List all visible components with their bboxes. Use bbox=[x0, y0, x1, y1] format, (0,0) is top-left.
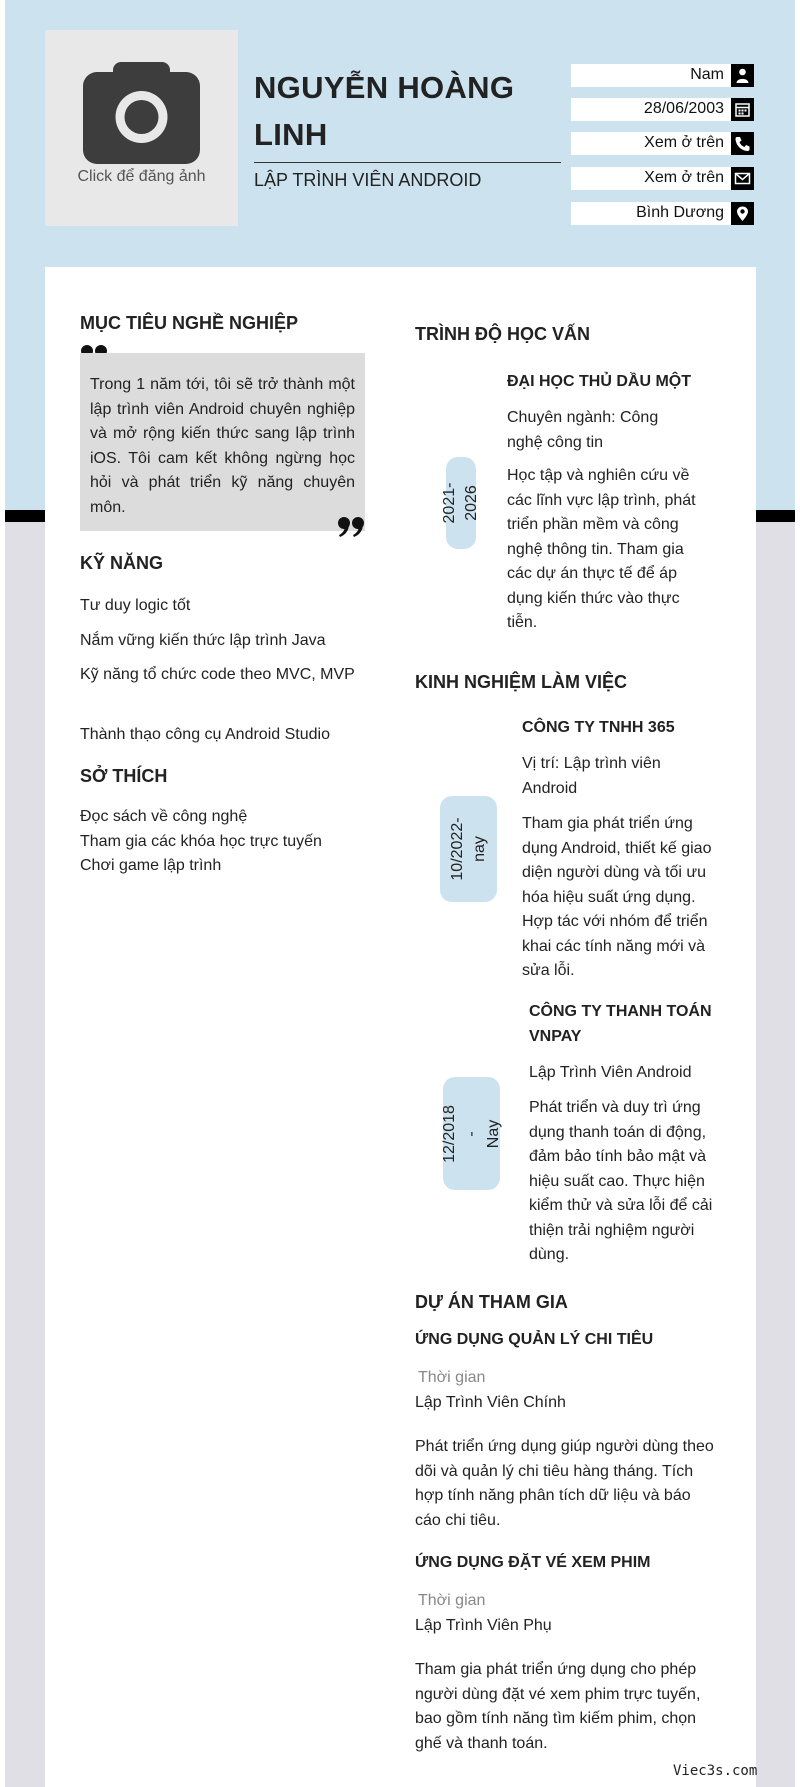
project-role: Lập Trình Viên Chính bbox=[415, 1394, 566, 1411]
hobby-item: Chơi game lập trình bbox=[80, 857, 222, 874]
hobbies-heading: SỞ THÍCH bbox=[80, 766, 168, 786]
hobby-item: Tham gia các khóa học trực tuyến bbox=[80, 833, 322, 850]
company-name: CÔNG TY THANH TOÁN VNPAY bbox=[529, 1003, 712, 1045]
job-period: 10/2022- nay bbox=[448, 817, 488, 881]
contact-birthdate bbox=[571, 98, 754, 121]
skill-item: Kỹ năng tổ chức code theo MVC, MVP bbox=[80, 666, 355, 683]
photo-caption: Click để đăng ảnh bbox=[77, 168, 206, 185]
contact-email bbox=[571, 167, 754, 190]
project-time: Thời gian bbox=[418, 1369, 486, 1386]
photo-upload[interactable] bbox=[45, 30, 238, 226]
skill-item: Thành thạo công cụ Android Studio bbox=[80, 726, 330, 743]
job-title: LẬP TRÌNH VIÊN ANDROID bbox=[254, 170, 482, 190]
education-major: Chuyên ngành: Công nghệ công tin bbox=[507, 409, 659, 451]
objective-heading: MỤC TIÊU NGHỀ NGHIỆP bbox=[80, 313, 299, 333]
close-quote-icon bbox=[337, 516, 367, 538]
experience-heading: KINH NGHIỆM LÀM VIỆC bbox=[415, 672, 628, 692]
project-description: Phát triển ứng dụng giúp người dùng theo dõi và quản lý chi tiêu hàng tháng. Tích hợp tính năng phân tích dữ liệu và báo cáo chi tiêu. bbox=[415, 1438, 714, 1529]
contact-address bbox=[571, 202, 754, 225]
objective-text: Trong 1 năm tới, tôi sẽ trở thành một lập trình viên Android chuyên nghiệp và mở rộng kiến thức sang lập trình iOS. Tôi cam kết không ngừng học hỏi và phát triển kỹ năng chuyên môn. bbox=[90, 376, 355, 516]
project-role: Lập Trình Viên Phụ bbox=[415, 1617, 552, 1634]
school-name: ĐẠI HỌC THỦ DẦU MỘT bbox=[507, 373, 691, 390]
calendar-icon bbox=[731, 98, 754, 121]
company-name: CÔNG TY TNHH 365 bbox=[522, 719, 675, 736]
project-time: Thời gian bbox=[418, 1592, 486, 1609]
education-period-pill bbox=[441, 457, 480, 549]
project-description: Tham gia phát triển ứng dụng cho phép người dùng đặt vé xem phim trực tuyến, bao gồm tính năng tìm kiếm phim, chọn ghế và thanh toán. bbox=[415, 1661, 701, 1752]
skill-item: Tư duy logic tốt bbox=[80, 597, 191, 614]
project-name: ỨNG DỤNG ĐẶT VÉ XEM PHIM bbox=[415, 1554, 651, 1571]
skills-heading: KỸ NĂNG bbox=[80, 553, 164, 573]
footer-watermark: Viec3s.com bbox=[673, 1763, 758, 1779]
skill-item: Nắm vững kiến thức lập trình Java bbox=[80, 632, 326, 649]
projects-heading: DỰ ÁN THAM GIA bbox=[415, 1292, 568, 1312]
contact-phone-value: Xem ở trên bbox=[644, 134, 724, 151]
job-position: Lập Trình Viên Android bbox=[529, 1064, 692, 1081]
contact-birthdate-value: 28/06/2003 bbox=[643, 100, 724, 117]
name-divider bbox=[254, 162, 561, 163]
job-period-pill bbox=[440, 796, 497, 902]
job-description: Tham gia phát triển ứng dụng Android, thiết kế giao diện người dùng và tối ưu hóa hiệu suất ứng dụng. Hợp tác với nhóm để triển khai các tính năng mới và sửa lỗi. bbox=[522, 815, 712, 979]
phone-icon bbox=[731, 132, 754, 155]
job-period-pill bbox=[440, 1077, 502, 1190]
camera-icon bbox=[83, 60, 200, 164]
job-position: Vị trí: Lập trình viên Android bbox=[522, 755, 661, 797]
education-description: Học tập và nghiên cứu về các lĩnh vực lập trình, phát triển phần mềm và công nghệ thông tin. Tham gia các dự án thực tế để áp dụng kiến thức vào thực tiễn. bbox=[507, 467, 696, 631]
objective-box bbox=[80, 353, 365, 531]
education-heading: TRÌNH ĐỘ HỌC VẤN bbox=[415, 324, 590, 344]
project-name: ỨNG DỤNG QUẢN LÝ CHI TIÊU bbox=[415, 1331, 654, 1348]
contact-phone bbox=[571, 132, 754, 155]
hobby-item: Đọc sách về công nghệ bbox=[80, 808, 248, 825]
mail-icon bbox=[731, 167, 754, 190]
job-period: 12/2018 - Nay bbox=[440, 1104, 502, 1163]
location-icon bbox=[731, 202, 754, 225]
candidate-name: NGUYỄN HOÀNG LINH bbox=[254, 70, 515, 152]
contact-address-value: Bình Dương bbox=[636, 204, 724, 221]
contact-gender-value: Nam bbox=[690, 66, 724, 83]
education-period: 2021-2026 bbox=[441, 482, 480, 524]
person-icon bbox=[731, 64, 754, 87]
contact-email-value: Xem ở trên bbox=[644, 169, 724, 186]
contact-gender bbox=[571, 64, 754, 87]
job-description: Phát triển và duy trì ứng dụng thanh toán di động, đảm bảo tính bảo mật và hiệu suất cao. Thực hiện kiểm thử và sửa lỗi để cải thiện trải nghiệm người dùng. bbox=[529, 1099, 713, 1263]
